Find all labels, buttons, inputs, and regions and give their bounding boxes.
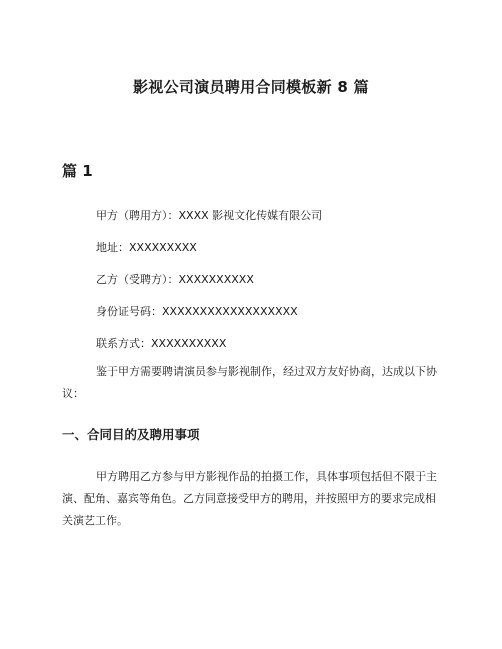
id-number-field: 身份证号码：XXXXXXXXXXXXXXXXXX [96, 305, 298, 318]
clause-1-heading: 一、合同目的及聘用事项 [62, 427, 200, 442]
document-title: 影视公司演员聘用合同模板新 8 篇 [133, 78, 369, 96]
intro-paragraph: 鉴于甲方需要聘请演员参与影视制作，经过双方友好协商，达成以下协议： [62, 365, 437, 400]
address-field: 地址：XXXXXXXXX [96, 241, 197, 254]
party-b-field: 乙方（受聘方）：XXXXXXXXXX [96, 273, 254, 286]
clause-1-body: 甲方聘用乙方参与甲方影视作品的拍摄工作，具体事项包括但不限于主演、配角、嘉宾等角色。乙方同意接受甲方的聘用，并按照甲方的要求完成相关演艺工作。 [62, 470, 437, 527]
contact-field: 联系方式：XXXXXXXXXX [96, 337, 227, 350]
section-heading: 篇 1 [62, 162, 93, 180]
party-a-field: 甲方（聘用方）：XXXX 影视文化传媒有限公司 [96, 209, 323, 222]
